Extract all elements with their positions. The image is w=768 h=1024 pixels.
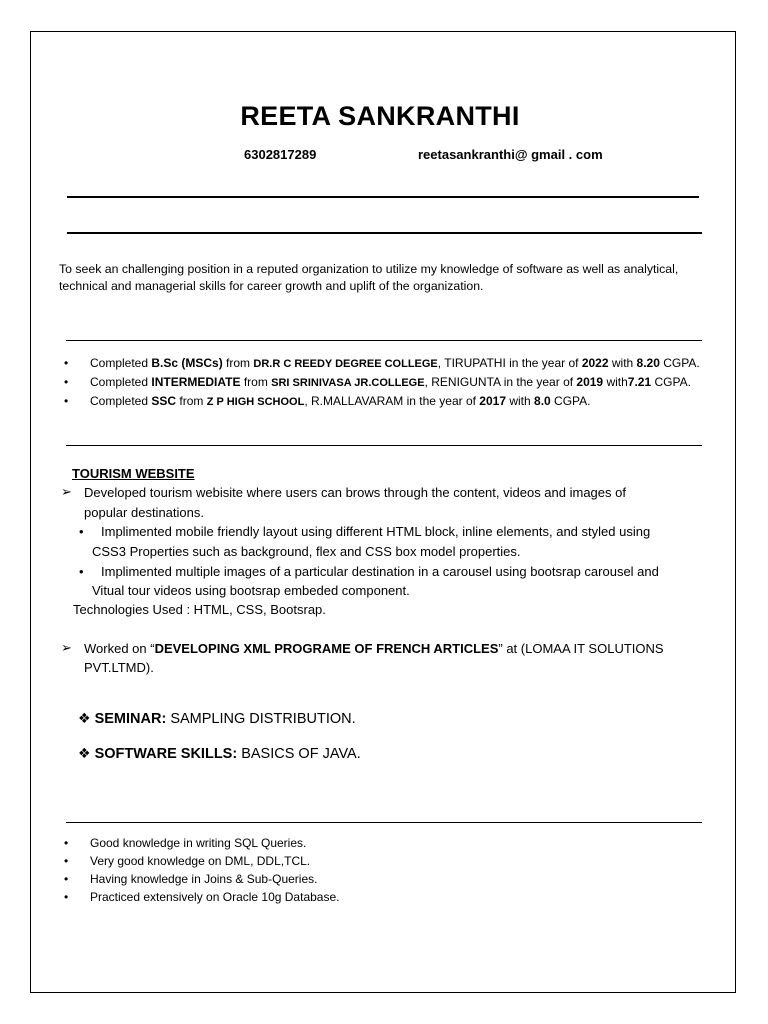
skill-item: • Having knowledge in Joins & Sub-Queries.: [64, 872, 318, 886]
project-title: TOURISM WEBSITE: [72, 466, 195, 481]
education-list: [64, 354, 700, 411]
degree: B.Sc (MSCs): [151, 356, 223, 370]
technologies-used: Technologies Used : HTML, CSS, Bootsrap.: [73, 602, 326, 617]
score: 8.20: [636, 356, 660, 370]
score: 7.21: [627, 375, 652, 389]
bullet-icon: •: [64, 375, 69, 389]
project-point: CSS3 Properties such as background, flex and CSS box model properties.: [92, 544, 521, 559]
work-experience: PVT.LTMD).: [84, 660, 154, 675]
work-title: DEVELOPING XML PROGRAME OF FRENCH ARTICLES: [154, 641, 499, 656]
seminar-value: SAMPLING DISTRIBUTION.: [166, 711, 356, 727]
project-point: Implimented mobile friendly layout using different HTML block, inline elements, and styled using: [101, 524, 651, 539]
project-point: Implimented multiple images of a particular destination in a carousel using bootsrap carousel and: [101, 564, 659, 579]
bullet-icon: •: [64, 394, 69, 408]
phone-number: 6302817289: [244, 147, 317, 162]
divider: [66, 822, 702, 823]
candidate-name: REETA SANKRANTHI: [240, 101, 520, 131]
bullet-icon: •: [64, 854, 69, 868]
bullet-icon: •: [64, 872, 69, 886]
work-experience: Worked on “DEVELOPING XML PROGRAME OF FRENCH ARTICLES” at (LOMAA IT SOLUTIONS: [84, 641, 664, 656]
institution: DR.R C REEDY DEGREE COLLEGE: [253, 358, 438, 370]
divider: [67, 196, 699, 198]
software-label: SOFTWARE SKILLS:: [94, 746, 238, 762]
institution: Z P HIGH SCHOOL: [206, 396, 305, 408]
year: 2019: [576, 375, 604, 389]
divider: [66, 445, 702, 446]
skills-list: [64, 834, 339, 906]
project-summary: Developed tourism webisite where users can brows through the content, videos and images of: [84, 485, 626, 500]
score: 8.0: [534, 394, 551, 408]
bullet-icon: •: [79, 564, 84, 579]
project-summary: popular destinations.: [84, 505, 204, 520]
project-point: Vitual tour videos using bootsrap embeded component.: [92, 583, 410, 598]
degree: INTERMEDIATE: [151, 375, 241, 389]
skill-item: • Practiced extensively on Oracle 10g Database.: [64, 890, 340, 904]
arrow-bullet-icon: ➢: [61, 640, 72, 655]
skill-item: • Very good knowledge on DML, DDL,TCL.: [64, 854, 311, 868]
education-item: • Completed INTERMEDIATE from SRI SRINIVASA JR.COLLEGE, RENIGUNTA in the year of 2019 with7.21 CGPA.: [64, 375, 691, 389]
year: 2017: [479, 394, 506, 408]
email-address: reetasankranthi@ gmail . com: [418, 147, 603, 162]
year: 2022: [581, 356, 609, 370]
divider: [67, 232, 702, 234]
career-objective: To seek an challenging position in a reputed organization to utilize my knowledge of software as well as analytical, technical and managerial skills for career growth and uplift of the organization.: [59, 262, 679, 293]
education-item: • Completed B.Sc (MSCs) from DR.R C REEDY DEGREE COLLEGE, TIRUPATHI in the year of 2022 with 8.20 CGPA.: [64, 356, 700, 370]
divider: [66, 340, 702, 341]
education-item: • Completed SSC from Z P HIGH SCHOOL, R.MALLAVARAM in the year of 2017 with 8.0 CGPA.: [64, 394, 591, 408]
diamond-bullet-icon: ❖: [78, 745, 91, 761]
arrow-bullet-icon: ➢: [61, 484, 72, 499]
skill-item: • Good knowledge in writing SQL Queries.: [64, 836, 307, 850]
software-skills: [78, 745, 361, 762]
seminar: [78, 710, 356, 727]
bullet-icon: •: [64, 356, 69, 370]
software-value: BASICS OF JAVA.: [237, 746, 361, 762]
degree: SSC: [151, 394, 177, 408]
diamond-bullet-icon: ❖: [78, 710, 91, 726]
bullet-icon: •: [64, 890, 69, 904]
seminar-label: SEMINAR:: [94, 711, 167, 727]
bullet-icon: •: [79, 524, 84, 539]
institution: SRI SRINIVASA JR.COLLEGE: [271, 377, 425, 389]
bullet-icon: •: [64, 836, 69, 850]
